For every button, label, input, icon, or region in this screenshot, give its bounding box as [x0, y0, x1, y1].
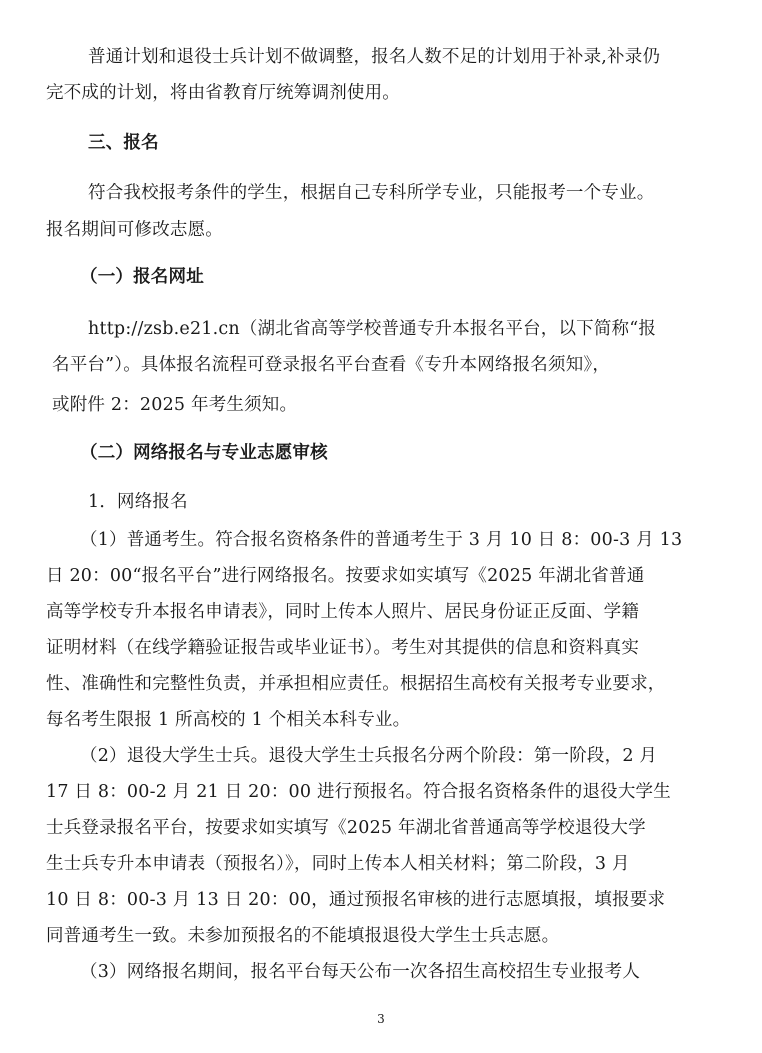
subsection-heading: （一）报名网址 — [80, 267, 204, 287]
paragraph-line: （2）退役大学生士兵。退役大学生士兵报名分两个阶段：第一阶段，2 月 — [80, 746, 658, 766]
subsection-heading: （二）网络报名与专业志愿审核 — [80, 443, 328, 463]
paragraph-line: 符合我校报考条件的学生，根据自己专科所学专业，只能报考一个专业。 — [88, 183, 655, 203]
paragraph-line: 同普通考生一致。未参加预报名的不能填报退役大学生士兵志愿。 — [46, 926, 560, 946]
paragraph-line: 日 20：00“报名平台”进行网络报名。按要求如实填写《2025 年湖北省普通 — [46, 566, 645, 586]
list-item-heading: 1．网络报名 — [88, 492, 188, 512]
paragraph-line: 士兵登录报名平台，按要求如实填写《2025 年湖北省普通高等学校退役大学 — [46, 818, 646, 838]
paragraph-line: 性、准确性和完整性负责，并承担相应责任。根据招生高校有关报考专业要求， — [46, 674, 666, 694]
paragraph-line: 完不成的计划，将由省教育厅统筹调剂使用。 — [46, 83, 400, 103]
paragraph-line: http://zsb.e21.cn（湖北省高等学校普通专升本报名平台，以下简称“报 — [88, 319, 657, 339]
paragraph-line: 普通计划和退役士兵计划不做调整，报名人数不足的计划用于补录,补录仍 — [88, 47, 661, 67]
paragraph-line: 每名考生限报 1 所高校的 1 个相关本科专业。 — [46, 710, 411, 730]
paragraph-line: 10 日 8：00-3 月 13 日 20：00，通过预报名审核的进行志愿填报，填报要求 — [46, 890, 666, 910]
paragraph-line: （1）普通考生。符合报名资格条件的普通考生于 3 月 10 日 8：00-3 月 13 — [80, 530, 683, 550]
paragraph-line: （3）网络报名期间，报名平台每天公布一次各招生高校招生专业报考人 — [80, 962, 641, 982]
page-number: 3 — [377, 1012, 385, 1026]
paragraph-line: 名平台”）。具体报名流程可登录报名平台查看《专升本网络报名须知》， — [52, 355, 611, 375]
paragraph-line: 或附件 2：2025 年考生须知。 — [52, 395, 298, 415]
paragraph-line: 证明材料（在线学籍验证报告或毕业证书）。考生对其提供的信息和资料真实 — [46, 638, 640, 658]
paragraph-line: 高等学校专升本报名申请表》，同时上传本人照片、居民身份证正反面、学籍 — [46, 602, 640, 622]
paragraph-line: 报名期间可修改志愿。 — [46, 220, 223, 240]
section-heading: 三、报名 — [88, 133, 159, 153]
paragraph-line: 生士兵专升本申请表（预报名）》，同时上传本人相关材料；第二阶段，3 月 — [46, 854, 630, 874]
paragraph-line: 17 日 8：00-2 月 21 日 20：00 进行预报名。符合报名资格条件的退役大学生 — [46, 782, 671, 802]
